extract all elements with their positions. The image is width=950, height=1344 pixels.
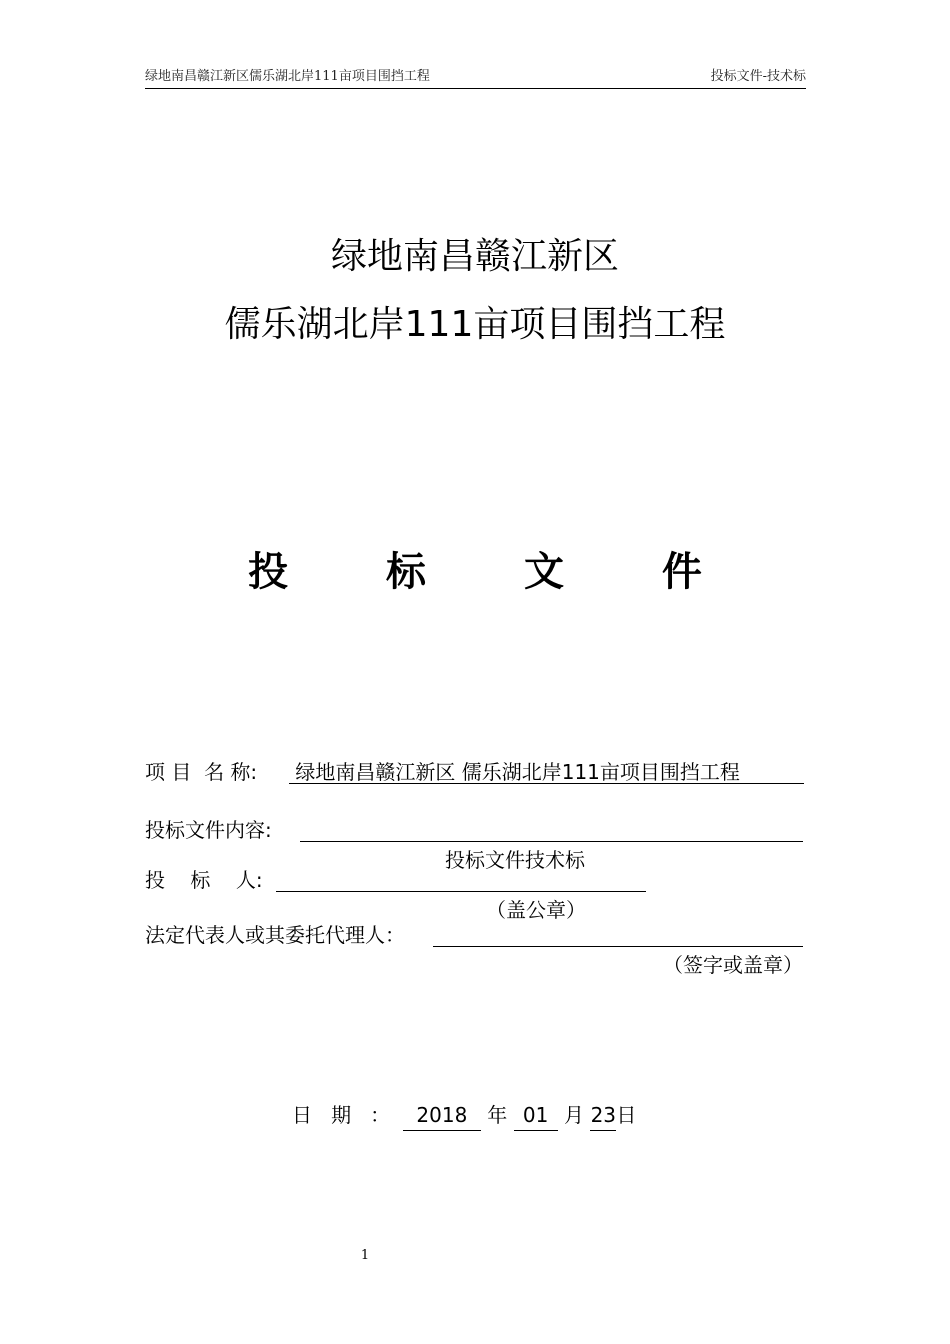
header-project-name: 绿地南昌赣江新区儒乐湖北岸111亩项目围挡工程	[145, 69, 430, 84]
project-name-row	[145, 757, 740, 787]
document-type-heading: 投 标 文 件	[248, 549, 744, 595]
date-row	[292, 1100, 636, 1130]
date-month-unit: 月	[563, 1103, 584, 1127]
content-label: 投标文件内容:	[145, 818, 272, 842]
date-day: 23	[590, 1100, 616, 1131]
title-line-1: 绿地南昌赣江新区	[330, 236, 619, 277]
representative-value: （签字或盖章）	[663, 953, 803, 977]
bidder-row	[145, 865, 586, 922]
content-field	[300, 815, 803, 872]
date-year: 2018	[403, 1100, 481, 1131]
representative-field	[433, 920, 803, 977]
header-doc-type: 投标文件-技术标	[710, 69, 806, 84]
page-header	[145, 66, 806, 89]
date-year-unit: 年	[487, 1103, 508, 1127]
date-month: 01	[514, 1100, 558, 1131]
representative-label: 法定代表人或其委托代理人：	[145, 923, 405, 947]
page-number: 1	[360, 1248, 370, 1263]
title-line-2: 儒乐湖北岸111亩项目围挡工程	[224, 304, 726, 345]
bidder-field	[276, 865, 646, 922]
project-name-label: 项 目 名 称:	[145, 760, 258, 784]
bidder-value: （盖公章）	[486, 898, 586, 922]
project-name-value: 绿地南昌赣江新区 儒乐湖北岸111亩项目围挡工程	[289, 757, 804, 784]
content-value: 投标文件技术标	[445, 848, 585, 872]
content-row	[145, 815, 585, 872]
bidder-label: 投 标 人:	[145, 868, 263, 892]
date-day-unit: 日	[616, 1103, 637, 1127]
date-label: 日 期 ：	[292, 1103, 391, 1127]
representative-row	[145, 920, 803, 977]
